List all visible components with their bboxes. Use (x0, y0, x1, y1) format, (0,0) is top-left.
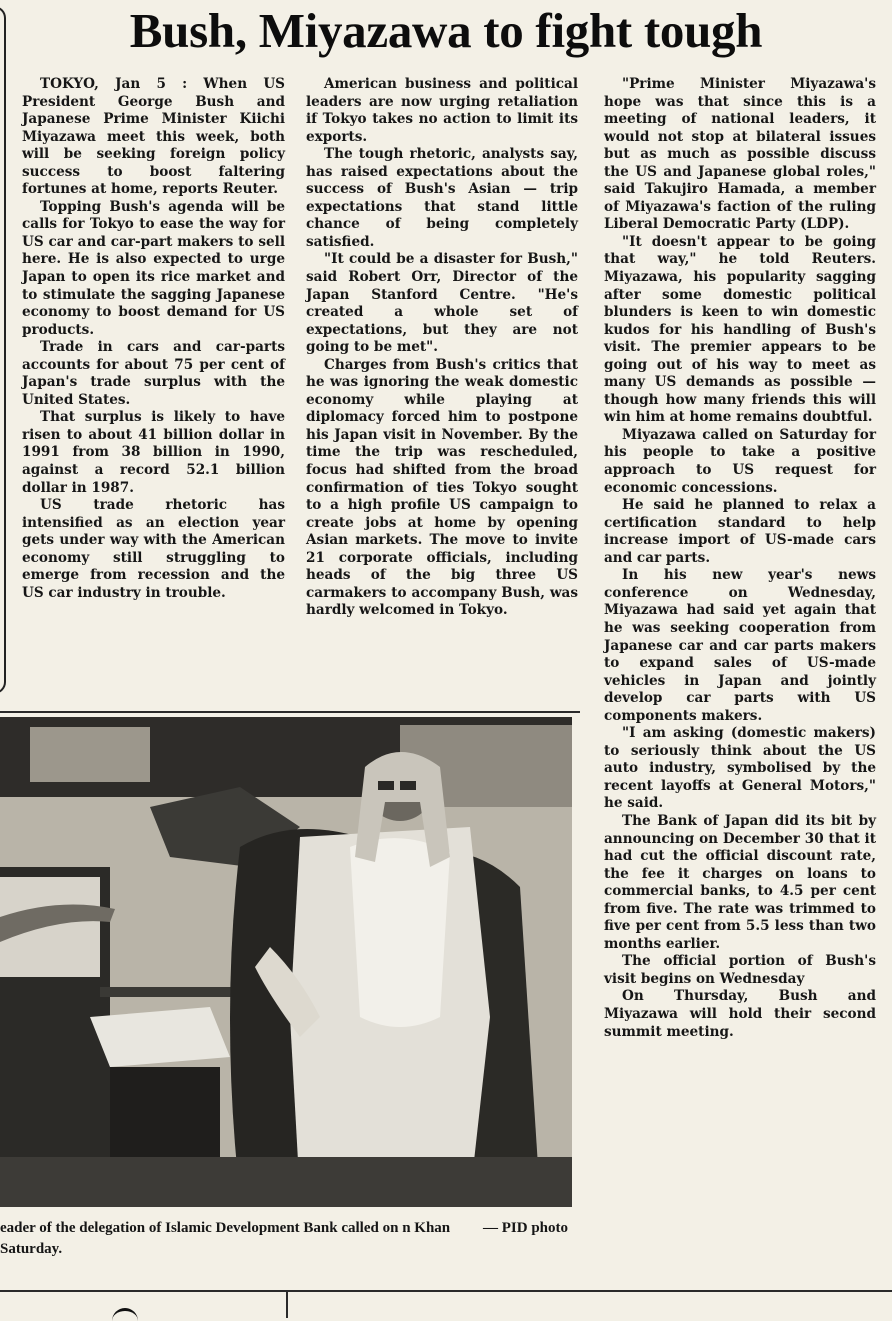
paragraph: "Prime Minister Miyazawa's hope was that since this is a meeting of national leaders, it would not stop at bilateral issues but as much as possible discuss the US and Japanese global roles," said Takujiro Hamada, a member of Miyazawa's faction of the ruling Liberal Democratic Party (LDP). (604, 76, 876, 233)
paragraph: American business and political leaders are now urging retaliation if Tokyo takes no action to limit its exports. (306, 76, 578, 145)
bottom-divider (0, 1290, 892, 1292)
paragraph: "I am asking (domestic makers) to seriously think about the US auto industry, symbolised by the recent layoffs at General Motors," he said. (604, 725, 876, 812)
paragraph: The official portion of Bush's visit begins on Wednesday (604, 953, 876, 987)
paragraph: In his new year's news conference on Wednesday, Miyazawa had said yet again that he was seeking cooperation from Japanese car and car parts makers to expand sales of US-made vehicles in Japan and jointly develop car parts with US components makers. (604, 567, 876, 724)
article-column-3 (604, 76, 876, 1041)
column-divider (286, 1292, 288, 1318)
paragraph: Topping Bush's agenda will be calls for Tokyo to ease the way for US car and car-part makers to sell here. He is also expected to urge Japan to open its rice market and to stimulate the sagging Japanese economy to boost demand for US products. (22, 198, 285, 338)
article-column-1 (22, 76, 285, 602)
paragraph: Trade in cars and car-parts accounts for about 75 per cent of Japan's trade surplus with the United States. (22, 339, 285, 408)
caption-text: eader of the delegation of Islamic Development Bank called on n Khan Saturday. (0, 1220, 451, 1257)
border-frame (0, 6, 6, 694)
paragraph: Miyazawa called on Saturday for his people to take a positive approach to US request for economic concessions. (604, 426, 876, 496)
photo-credit: — PID photo (482, 1220, 568, 1236)
paragraph: On Thursday, Bush and Miyazawa will hold their second summit meeting. (604, 988, 876, 1040)
paragraph: TOKYO, Jan 5 : When US President George Bush and Japanese Prime Minister Kiichi Miyazawa meet this week, both will be seeking foreign policy success to boost faltering fortunes at home, reports Reuter. (22, 76, 285, 198)
headline: Bush, Miyazawa to fight tough (129, 3, 763, 58)
paragraph: US trade rhetoric has intensified as an election year gets under way with the American economy still struggling to emerge from recession and the US car industry in trouble. (22, 497, 285, 601)
paragraph: The tough rhetoric, analysts say, has raised expectations about the success of Bush's Asian — trip expectations that stand little chance of being completely satisfied. (306, 146, 578, 250)
photo-caption (0, 1218, 568, 1260)
photo-divider (0, 711, 580, 713)
paragraph: The Bank of Japan did its bit by announcing on December 30 that it had cut the official discount rate, the fee it charges on loans to commercial banks, to 4.5 per cent from five. The rate was trimmed to five per cent from 5.5 less than two months earlier. (604, 812, 876, 952)
paragraph: "It could be a disaster for Bush," said Robert Orr, Director of the Japan Stanford Centre. "He's created a whole set of expectations, but they are not going to be met". (306, 251, 578, 356)
paragraph: That surplus is likely to have risen to about 41 billion dollar in 1991 from 38 billion in 1990, against a record 52.1 billion dollar in 1987. (22, 409, 285, 496)
next-article-fragment (112, 1308, 138, 1321)
article-column-2 (306, 76, 578, 620)
photo-illustration (0, 717, 572, 1207)
paragraph: Charges from Bush's critics that he was ignoring the weak domestic economy while playing at diplomacy forced him to postpone his Japan visit in November. By the time the trip was rescheduled, focus had shifted from the broad confirmation of ties Tokyo sought to a high profile US campaign to create jobs at home by opening Asian markets. The move to invite 21 corporate officials, including heads of the big three US carmakers to accompany Bush, was hardly welcomed in Tokyo. (306, 356, 578, 619)
news-photo (0, 717, 572, 1207)
paragraph: "It doesn't appear to be going that way," he told Reuters. Miyazawa, his popularity sagging after some domestic political blunders is keen to win domestic kudos for his handling of Bush's visit. The premier appears to be going out of his way to meet as many US demands as possible — though how many friends this will win him at home remains doubtful. (604, 233, 876, 426)
paragraph: He said he planned to relax a certification standard to help increase import of US-made cars and car parts. (604, 497, 876, 566)
